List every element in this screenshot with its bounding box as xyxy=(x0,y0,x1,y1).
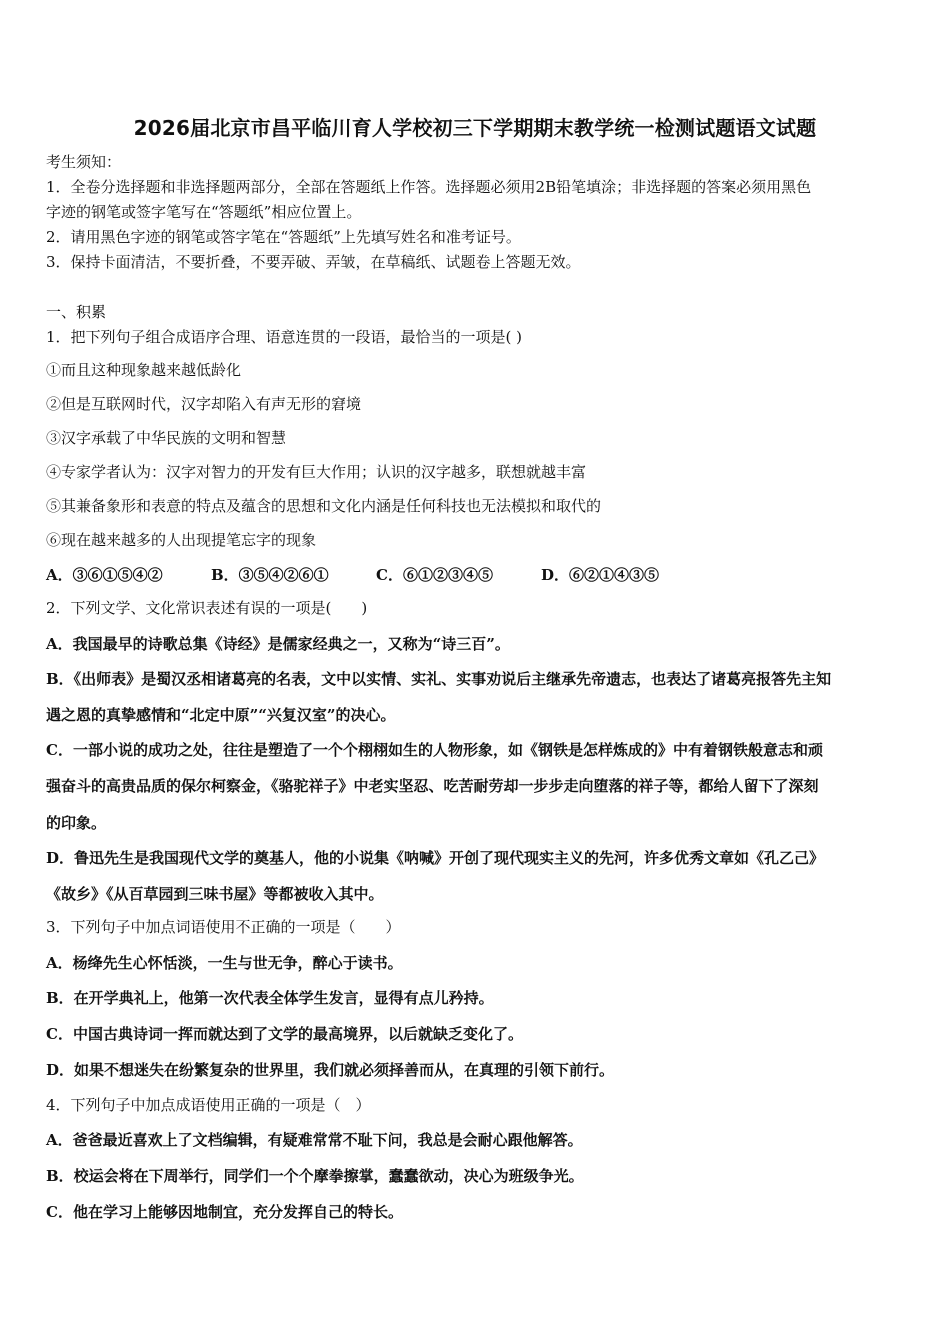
q3-option-a: A．杨绛先生心怀恬淡，一生与世无争，醉心于读书。 xyxy=(46,954,403,972)
q1-options xyxy=(46,565,659,585)
q2-option-b-line1: B．《出师表》是蜀汉丞相诸葛亮的名表，文中以实情、实礼、实事劝说后主继承先帝遗志，也表达了诸葛亮报答先主知 xyxy=(46,670,832,688)
q1-sentence-6: ⑥现在越来越多的人出现提笔忘字的现象 xyxy=(46,531,317,549)
section-heading: 一、积累 xyxy=(46,303,107,321)
q2-option-c-line1: C．一部小说的成功之处，往往是塑造了一个个栩栩如生的人物形象，如《钢铁是怎样炼成的》中有着钢铁般意志和顽 xyxy=(46,741,823,759)
q2-option-d-line1: D．鲁迅先生是我国现代文学的奠基人，他的小说集《呐喊》开创了现代现实主义的先河，许多优秀文章如《孔乙己》 xyxy=(46,849,825,867)
notice-item-1a: 1．全卷分选择题和非选择题两部分，全部在答题纸上作答。选择题必须用2B铅笔填涂；非选择题的答案必须用黑色 xyxy=(46,178,812,196)
q1-option-c: C．⑥①②③④⑤ xyxy=(376,566,493,584)
q1-sentence-2: ②但是互联网时代，汉字却陷入有声无形的窘境 xyxy=(46,395,362,413)
q4-stem: 4．下列句子中加点成语使用正确的一项是（ ） xyxy=(46,1096,371,1114)
q4-option-a: A．爸爸最近喜欢上了文档编辑，有疑难常常不耻下问，我总是会耐心跟他解答。 xyxy=(46,1131,583,1149)
notice-heading: 考生须知： xyxy=(46,153,122,171)
q3-option-b: B．在开学典礼上，他第一次代表全体学生发言，显得有点儿矜持。 xyxy=(46,989,494,1007)
q2-option-d-line2: 《故乡》《从百草园到三味书屋》等都被收入其中。 xyxy=(46,885,384,903)
notice-item-3: 3．保持卡面清洁，不要折叠，不要弄破、弄皱，在草稿纸、试题卷上答题无效。 xyxy=(46,253,581,271)
q3-option-c: C．中国古典诗词一挥而就达到了文学的最高境界，以后就缺乏变化了。 xyxy=(46,1025,523,1043)
q1-option-d: D．⑥②①④③⑤ xyxy=(541,566,660,584)
q1-option-b: B．③⑤④②⑥① xyxy=(211,566,329,584)
q2-option-c-line2: 强奋斗的高贵品质的保尔柯察金，《骆驼祥子》中老实坚忍、吃苦耐劳却一步步走向堕落的祥子等，都给人留下了深刻 xyxy=(46,777,819,795)
q2-option-a: A．我国最早的诗歌总集《诗经》是儒家经典之一，又称为“诗三百”。 xyxy=(46,635,510,653)
q1-sentence-4: ④专家学者认为：汉字对智力的开发有巨大作用；认识的汉字越多，联想就越丰富 xyxy=(46,463,587,481)
q1-sentence-5: ⑤其兼备象形和表意的特点及蕴含的思想和文化内涵是任何科技也无法模拟和取代的 xyxy=(46,497,602,515)
q2-option-c-line3: 的印象。 xyxy=(46,814,107,832)
q1-sentence-3: ③汉字承载了中华民族的文明和智慧 xyxy=(46,429,287,447)
q4-option-c: C．他在学习上能够因地制宜，充分发挥自己的特长。 xyxy=(46,1203,403,1221)
q2-option-b-line2: 遇之恩的真挚感情和“北定中原”“兴复汉室”的决心。 xyxy=(46,706,396,724)
notice-item-1b: 字迹的钢笔或签字笔写在“答题纸”相应位置上。 xyxy=(46,203,362,221)
q1-sentence-1: ①而且这种现象越来越低龄化 xyxy=(46,361,242,379)
q4-option-b: B．校运会将在下周举行，同学们一个个摩拳擦掌，蠢蠢欲动，决心为班级争光。 xyxy=(46,1167,584,1185)
q1-stem: 1．把下列句子组合成语序合理、语意连贯的一段语，最恰当的一项是( ) xyxy=(46,328,523,346)
notice-item-2: 2．请用黑色字迹的钢笔或答字笔在“答题纸”上先填写姓名和准考证号。 xyxy=(46,228,521,246)
q2-stem: 2．下列文学、文化常识表述有误的一项是( ) xyxy=(46,599,368,617)
q3-stem: 3．下列句子中加点词语使用不正确的一项是（ ） xyxy=(46,918,401,936)
q3-option-d: D．如果不想迷失在纷繁复杂的世界里，我们就必须择善而从，在真理的引领下前行。 xyxy=(46,1061,615,1079)
q1-option-a: A．③⑥①⑤④② xyxy=(46,566,163,584)
page-title: 2026届北京市昌平临川育人学校初三下学期期末教学统一检测试题语文试题 xyxy=(133,116,817,140)
